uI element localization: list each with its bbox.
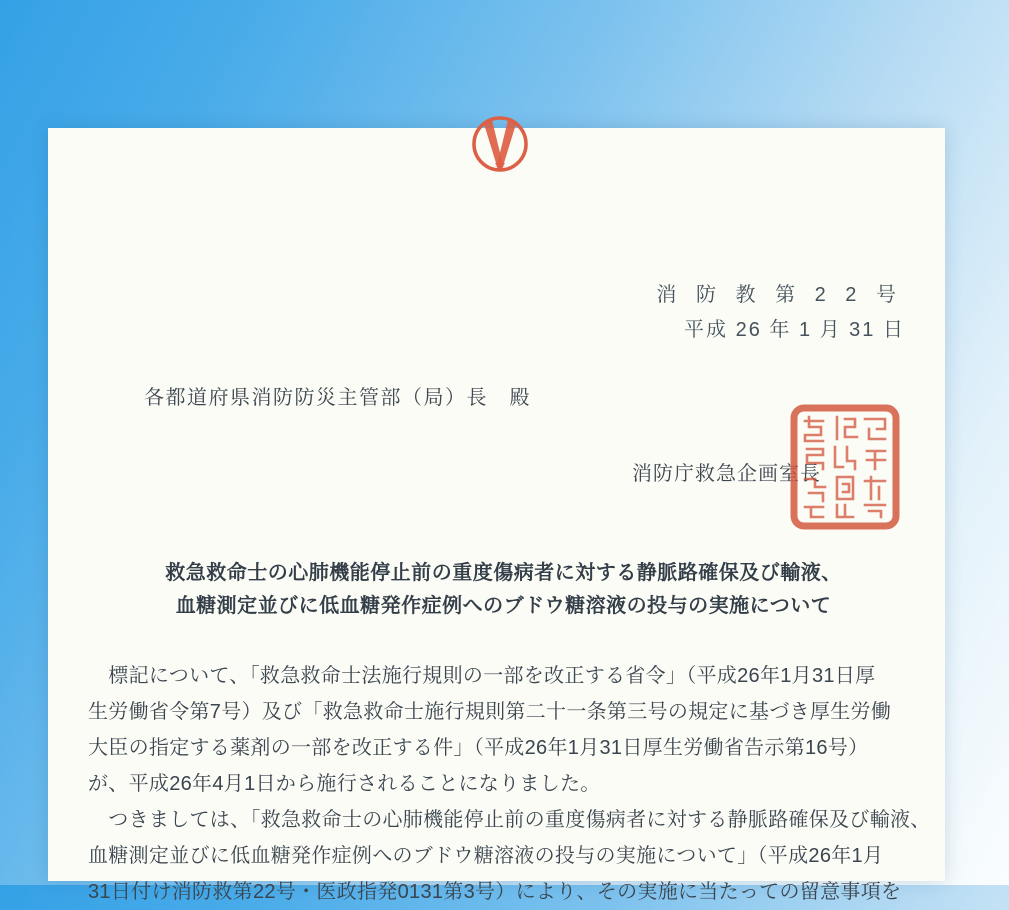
document-date: 平成 26 年 1 月 31 日: [684, 319, 905, 341]
body-line: 標記について、「救急救命士法施行規則の一部を改正する省令」（平成26年1月31日厚: [88, 665, 876, 687]
document-body: [88, 658, 931, 910]
body-line: つきましては、「救急救命士の心肺機能停止前の重度傷病者に対する静脈路確保及び輸液、: [88, 809, 931, 831]
fdma-emblem-icon: [468, 111, 532, 175]
addressee-line: 各都道府県消防防災主管部（局）長 殿: [144, 387, 531, 409]
scanned-document-page: [48, 128, 945, 903]
official-seal-icon: [788, 402, 902, 532]
body-line: 大臣の指定する薬剤の一部を改正する件」（平成26年1月31日厚生労働省告示第16号）: [88, 737, 869, 759]
body-line-clipped: 31日付け消防救第22号・医政指発0131第3号）により、その実施に当たっての留意事項を: [88, 881, 902, 903]
document-title: [48, 557, 945, 623]
body-line: 生労働省令第7号）及び「救急救命士施行規則第二十一条第三号の規定に基づき厚生労働: [88, 701, 892, 723]
sender-line: 消防庁救急企画室長: [632, 463, 821, 485]
body-line: が、平成26年4月1日から施行されることになりました。: [88, 773, 601, 795]
title-line-1: 救急救命士の心肺機能停止前の重度傷病者に対する静脈路確保及び輸液、: [165, 562, 842, 584]
body-line: 血糖測定並びに低血糖発作症例へのブドウ糖溶液の投与の実施について」（平成26年1月: [88, 845, 884, 867]
title-line-2: 血糖測定並びに低血糖発作症例へのブドウ糖溶液の投与の実施について: [175, 595, 832, 617]
document-number: 消 防 教 第 2 2 号: [656, 284, 903, 306]
